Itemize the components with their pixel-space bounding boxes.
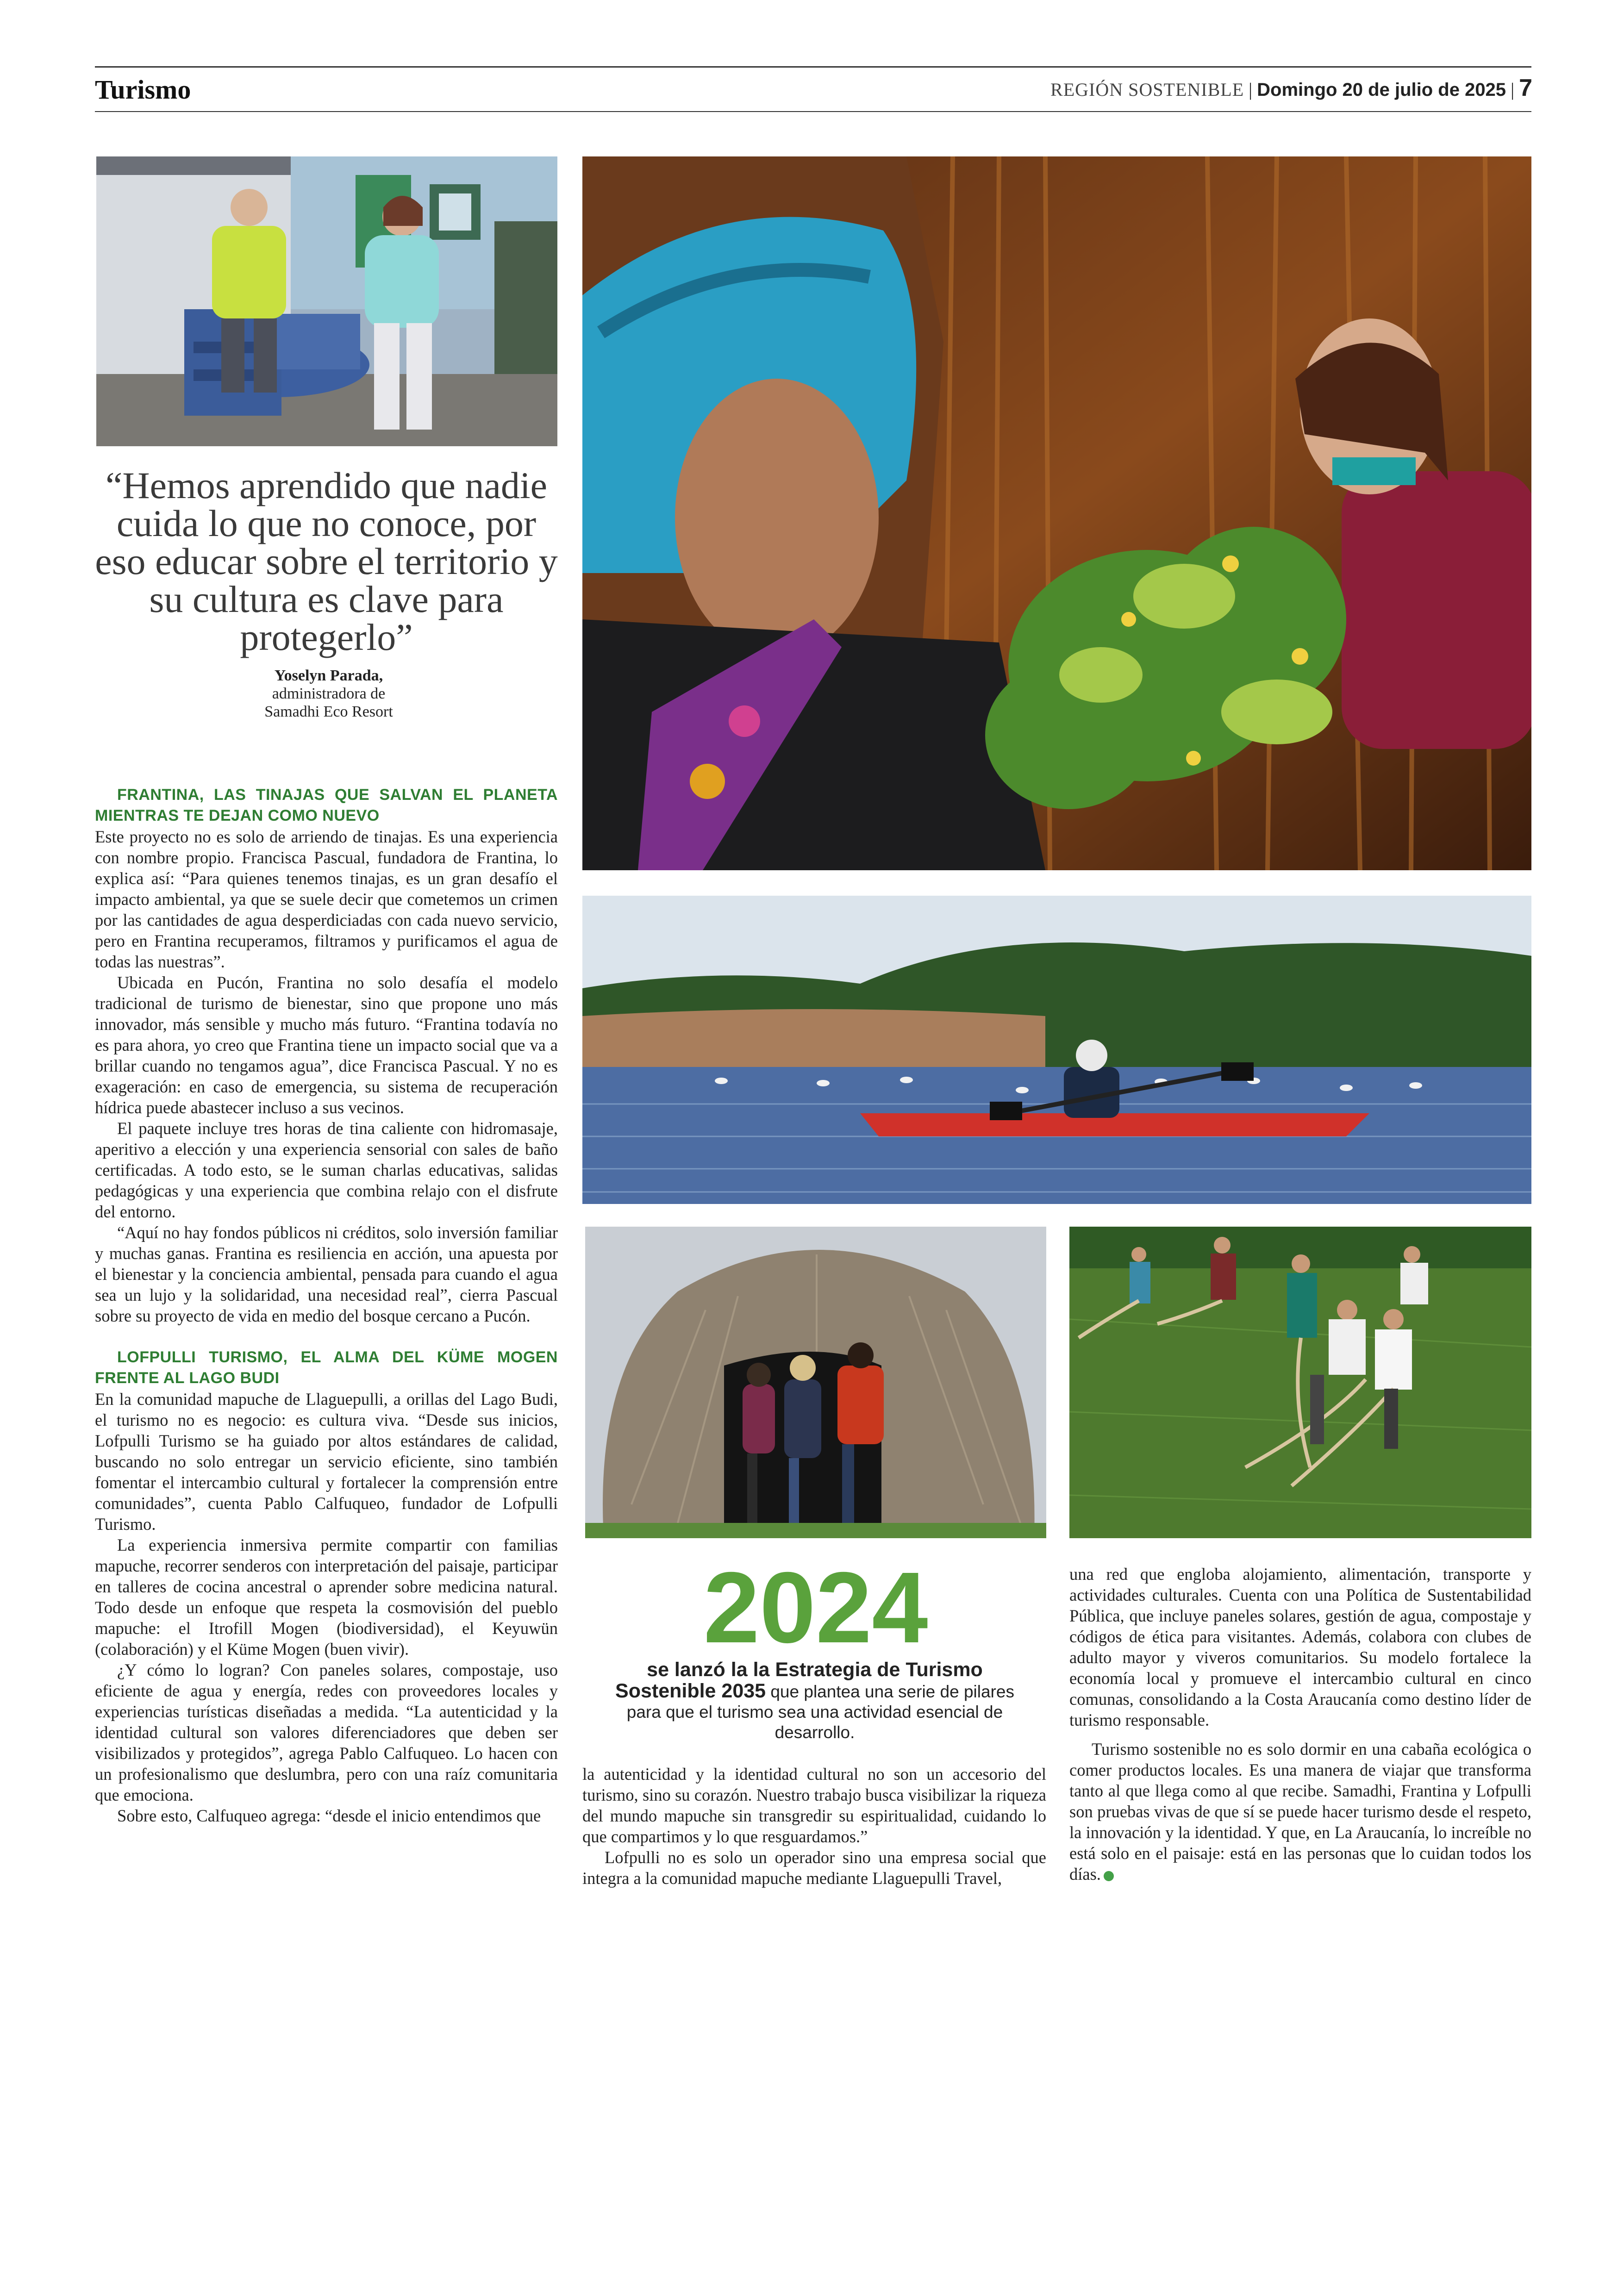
page-number: 7 — [1519, 75, 1532, 101]
photo-herbs — [582, 156, 1531, 870]
end-mark-icon — [1104, 1871, 1114, 1881]
quote-author: Yoselyn Parada, — [274, 667, 383, 684]
closing-paragraph-2-wrap — [1069, 1739, 1531, 1884]
lofpulli-paragraph-4: Sobre esto, Calfuqueo agrega: “desde el inicio entendimos que — [117, 1806, 541, 1825]
lofpulli-subhead: LOFPULLI TURISMO, EL ALMA DEL KÜME MOGEN FRENTE AL LAGO BUDI — [95, 1348, 558, 1387]
closing-paragraph-2: Turismo sostenible no es solo dormir en una cabaña ecológica o comer productos locales. Es una manera de viajar que transforma tanto al que llega como al que recibe. Samadhi, Frantina y Lofpulli son pruebas vivas de que sí se puede hacer turismo desde el respeto, la innovación y la identidad. Y que, en La Araucanía, lo increíble no está solo en el paisaje: está en las personas que lo cuidan todos los días. — [1069, 1740, 1531, 1883]
column-1 — [95, 785, 558, 1826]
highlight-caption — [597, 1659, 1032, 1743]
frantina-paragraph-3: El paquete incluye tres horas de tina caliente con hidromasaje, aperitivo a elección y una experiencia sensorial con sales de baño certificadas. A todo esto, se le suman charlas educativas, salidas pedagógicas y una experiencia que combina relajo con el disfrute del entorno. — [95, 1119, 558, 1221]
quote-attribution — [213, 667, 444, 721]
section-name: Turismo — [95, 75, 191, 105]
frantina-paragraph-1: Este proyecto no es solo de arriendo de tinajas. Es una experiencia con nombre propio. Francisca Pascual, fundadora de Frantina, lo explica así: “Para quienes tenemos tinajas, es un gran desafío el impacto ambiental, ya que se suele decir que cometemos un crimen por las cantidades de agua desperdiciadas con cada nuevo servicio, pero en Frantina recuperamos, filtramos y purificamos el agua de todas las nuestras”. — [95, 827, 558, 971]
photo-lake-kayak — [582, 896, 1531, 1204]
column-2 — [582, 1764, 1046, 1889]
quote-role-line1: administradora de — [272, 685, 386, 703]
pull-quote: “Hemos aprendido que nadie cuida lo que no conoce, por eso educar sobre el territorio y su cultura es clave para protegerlo” — [95, 464, 558, 658]
header-bottom-rule — [95, 111, 1531, 112]
lofpulli-paragraph-5: la autenticidad y la identidad cultural no son un accesorio del turismo, sino su corazón. Nuestro trabajo busca visibilizar la riqueza del mundo mapuche sin transgredir su espiritualidad, cuidando lo que compartimos y lo que resguardamos.” — [582, 1765, 1046, 1846]
photo-ruka — [585, 1227, 1046, 1538]
closing-paragraph-1: una red que engloba alojamiento, alimentación, transporte y actividades culturales. Cuenta con una Política de Sustentabilidad Pública, que incluye paneles solares, gestión de agua, compostaje y códigos de ética para visitantes. Además, colabora con clubes de adulto mayor y viveros comunitarios. Su modelo fortalece la economía local y promueve el intercambio cultural en cinco comunas, consolidando a la Costa Araucanía como destino líder de turismo responsable. — [1069, 1565, 1531, 1729]
header-top-rule — [95, 66, 1531, 68]
lofpulli-paragraph-3: ¿Y cómo lo logran? Con paneles solares, compostaje, uso eficiente de agua y energía, redes con proveedores locales y experiencias turísticas diseñadas a medida. “La autenticidad y la identidad cultural son valores diferenciadores que deben ser visibilizados y protegidos”, agrega Pablo Calfuqueo. Lo hacen con un profesionalismo que deslumbra, pero con una raíz comunitaria que emociona. — [95, 1660, 558, 1804]
quote-role-line2: Samadhi Eco Resort — [264, 703, 393, 721]
lofpulli-paragraph-1: En la comunidad mapuche de Llaguepulli, a orillas del Lago Budi, el turismo no es negocio: es cultura viva. “Desde sus inicios, Lofpulli Turismo se ha guiado por altos estándares de calidad, buscando no solo entregar un servicio eficiente, sino también fomentar el intercambio cultural y fortalecer la comprensión entre comunidades”, cuenta Pablo Calfuqueo, fundador de Lofpulli Turismo. — [95, 1390, 558, 1534]
lofpulli-paragraph-2: La experiencia inmersiva permite compartir con familias mapuche, recorrer senderos con interpretación del paisaje, participar en talleres de cocina ancestral o aprender sobre medicina natural. Todo desde un enfoque que respeta la cosmovisión del pueblo mapuche: el Itrofill Mogen (biodiversidad), el Keyuwün (colaboración) y el Küme Mogen (buen vivir). — [95, 1535, 558, 1659]
highlight-number: 2024 — [703, 1552, 928, 1664]
photo-tinaja-portrait — [96, 156, 557, 446]
publication-name: REGIÓN SOSTENIBLE — [1050, 79, 1244, 100]
photo-palin — [1069, 1227, 1531, 1538]
highlight-caption-bold: se lanzó la la Estrategia de Turismo Sostenible 2035 — [615, 1659, 983, 1702]
frantina-paragraph-4: “Aquí no hay fondos públicos ni créditos, solo inversión familiar y muchas ganas. Frantina es resiliencia en acción, una apuesta por el bienestar y la conciencia ambiental, pensada para cuando el agua sea un lujo y la solidaridad, una necesidad real”, cierra Pascual sobre su proyecto de vida en medio del bosque cercano a Pucón. — [95, 1223, 558, 1325]
issue-date: Domingo 20 de julio de 2025 — [1257, 80, 1506, 100]
header-meta: REGIÓN SOSTENIBLE | Domingo 20 de julio de 2025 | 7 — [1050, 75, 1532, 101]
highlight-caption-rest: que plantea una serie de pilares para que el turismo sea una actividad esencial de desarrollo. — [626, 1682, 1014, 1742]
frantina-subhead: FRANTINA, LAS TINAJAS QUE SALVAN EL PLANETA MIENTRAS TE DEJAN COMO NUEVO — [95, 786, 558, 824]
column-3 — [1069, 1564, 1531, 1884]
lofpulli-paragraph-6: Lofpulli no es solo un operador sino una empresa social que integra a la comunidad mapuche mediante Llaguepulli Travel, — [582, 1848, 1046, 1888]
frantina-paragraph-2: Ubicada en Pucón, Frantina no solo desafía el modelo tradicional de turismo de bienestar, sino que propone uno más innovador, más sensible y mucho más futuro. “Frantina todavía no es para ahora, yo creo que Frantina tiene un impacto social que va a brillar cuando no tengamos agua”, dice Francisca Pascual. Y no es exageración: en caso de emergencia, su sistema de recuperación hídrica puede abastecer incluso a sus vecinos. — [95, 973, 558, 1117]
